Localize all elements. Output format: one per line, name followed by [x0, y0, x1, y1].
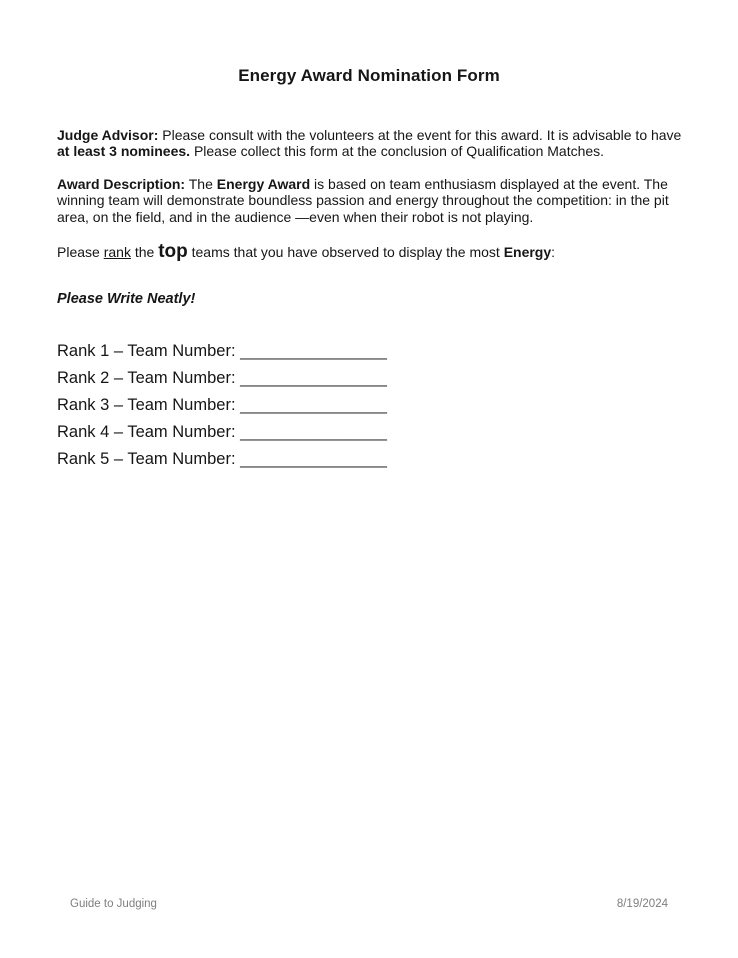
rank-instruction-bold-energy: Energy: [503, 244, 552, 260]
award-description-text-1: The: [185, 176, 217, 192]
rank-2-label: Rank 2 – Team Number:: [57, 369, 241, 387]
rank-field-row-3: [57, 392, 387, 419]
rank-field-row-4: [57, 419, 387, 446]
page-title: Energy Award Nomination Form: [238, 66, 500, 85]
judge-advisor-bold-nominees: at least 3 nominees.: [57, 143, 191, 160]
rank-instruction-text-3: teams that you have observed to display the most: [187, 244, 504, 260]
judge-advisor-paragraph: [57, 127, 689, 160]
award-description-bold-energy-award: Energy Award: [216, 176, 311, 192]
rank-instruction-text-4: :: [551, 244, 556, 260]
rank-1-blank-line: ________________: [240, 342, 387, 360]
rank-4-label: Rank 4 – Team Number:: [57, 423, 241, 441]
rank-instruction-text-1: Please: [57, 244, 104, 260]
rank-field-row-5: [57, 446, 387, 473]
rank-field-list: [57, 338, 387, 473]
footer-document-name: Guide to Judging: [70, 898, 157, 910]
rank-instruction-underlined-rank: rank: [103, 244, 131, 260]
judge-advisor-text-2: Please collect this form at the conclusion of Qualification Matches.: [190, 143, 605, 160]
award-description-label: Award Description:: [57, 176, 186, 192]
award-description-text-2: is based on team enthusiasm displayed at the event. The winning team will demonstrate boundless passion and energy throughout the competition: in the pit area, on the field, and in the audience —even when their robot is not playing.: [57, 176, 669, 225]
rank-instruction-big-top: top: [158, 241, 188, 262]
rank-field-row-1: [57, 338, 387, 365]
rank-5-label: Rank 5 – Team Number:: [57, 450, 241, 468]
rank-2-blank-line: ________________: [240, 369, 387, 387]
rank-4-blank-line: ________________: [240, 423, 387, 441]
rank-instruction-text-2: the: [130, 244, 159, 260]
judge-advisor-label: Judge Advisor:: [57, 127, 159, 143]
rank-field-row-2: [57, 365, 387, 392]
judge-advisor-text-1: Please consult with the volunteers at the event for this award. It is advisable to have: [158, 127, 682, 143]
write-neatly-note: Please Write Neatly!: [57, 291, 196, 307]
rank-instruction-paragraph: [57, 243, 707, 261]
rank-5-blank-line: ________________: [240, 450, 387, 468]
rank-3-blank-line: ________________: [240, 396, 387, 414]
rank-1-label: Rank 1 – Team Number:: [57, 342, 241, 360]
footer-date: 8/19/2024: [616, 898, 668, 910]
award-description-paragraph: [57, 176, 689, 225]
rank-3-label: Rank 3 – Team Number:: [57, 396, 241, 414]
